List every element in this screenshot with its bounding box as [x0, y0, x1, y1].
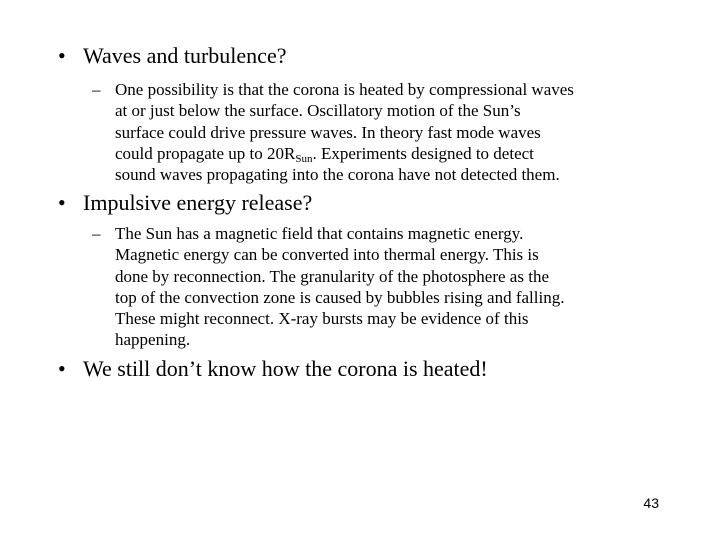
sub-bullet-text [115, 79, 675, 185]
bullet-heading: Waves and turbulence? [83, 43, 287, 68]
dash-icon: – [92, 80, 101, 99]
text-line: The Sun has a magnetic field that contains magnetic energy. [115, 224, 524, 243]
text-line: done by reconnection. The granularity of the photosphere as the [115, 266, 549, 286]
text-line: sound waves propagating into the corona have not detected them. [115, 165, 560, 185]
text-fragment: . Experiments designed to detect [312, 143, 534, 163]
sub-bullet-text [115, 223, 675, 351]
page-number: 43 [643, 495, 659, 511]
text-line: These might reconnect. X-ray bursts may be evidence of this [115, 309, 529, 329]
text-line: at or just below the surface. Oscillatory motion of the Sun’s [115, 101, 521, 121]
text-fragment: could propagate up to 20R [115, 143, 296, 163]
text-line: happening. [115, 330, 191, 350]
bullet-icon: • [58, 356, 66, 381]
dash-icon: – [92, 224, 101, 243]
subscript-sun: Sun [295, 152, 313, 165]
text-line: Magnetic energy can be converted into thermal energy. This is [115, 245, 539, 265]
text-line: surface could drive pressure waves. In theory fast mode waves [115, 122, 541, 142]
bullet-icon: • [58, 190, 66, 215]
text-line: One possibility is that the corona is heated by compressional waves [115, 80, 574, 99]
text-line-with-subscript [115, 143, 675, 164]
bullet-heading: Impulsive energy release? [83, 190, 313, 215]
bullet-icon: • [58, 43, 66, 68]
text-line: top of the convection zone is caused by bubbles rising and falling. [115, 287, 565, 307]
bullet-heading: We still don’t know how the corona is heated! [83, 356, 488, 381]
